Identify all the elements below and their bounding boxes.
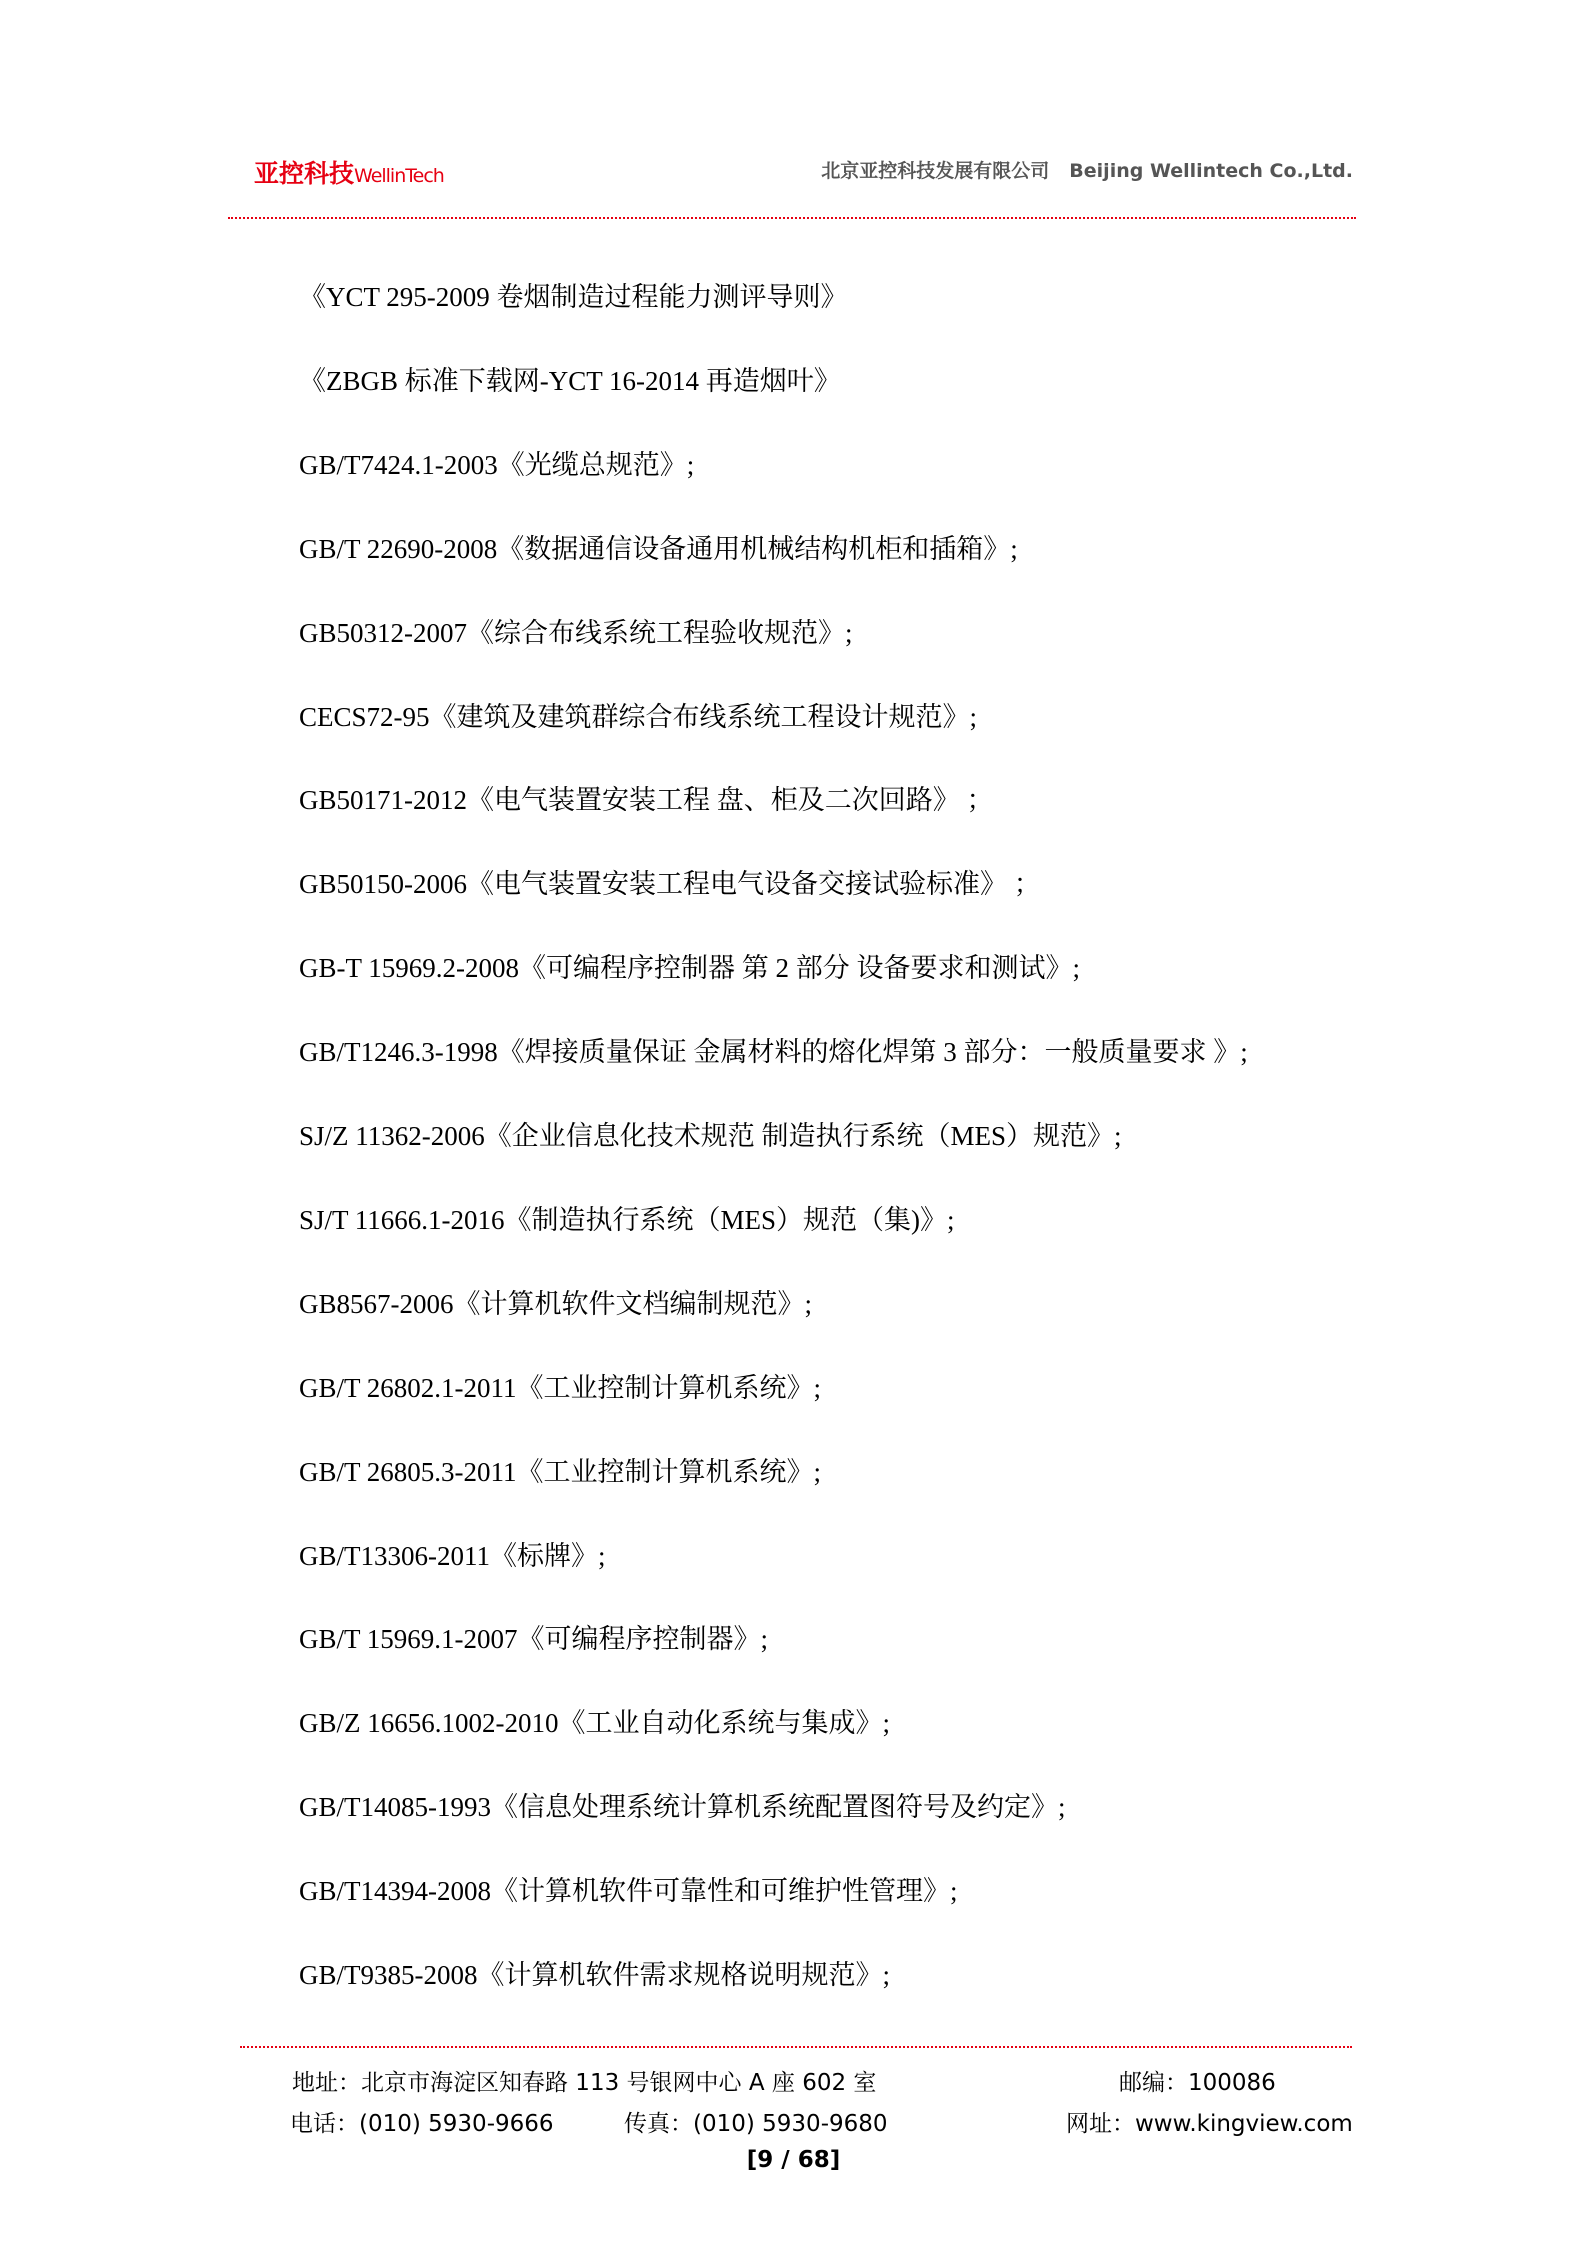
logo-cn: 亚控科技	[254, 159, 355, 188]
standard-item: 《ZBGB 标准下载网-YCT 16-2014 再造烟叶》	[299, 365, 841, 396]
standard-item: GB/T13306-2011《标牌》;	[299, 1540, 606, 1571]
standard-item: GB/T 22690-2008《数据通信设备通用机械结构机柜和插箱》;	[299, 533, 1018, 564]
standard-item: 《YCT 295-2009 卷烟制造过程能力测评导则》	[299, 282, 848, 312]
standard-item: GB/T 15969.1-2007《可编程序控制器》;	[299, 1624, 769, 1655]
standard-item: GB/T9385-2008《计算机软件需求规格说明规范》;	[299, 1960, 890, 1990]
standard-item: SJ/Z 11362-2006《企业信息化技术规范 制造执行系统（MES）规范》;	[299, 1121, 1122, 1151]
standard-item: GB8567-2006《计算机软件文档编制规范》;	[299, 1288, 812, 1319]
logo-en: WellinTech	[354, 165, 444, 187]
footer-fax: 传真：(010) 5930-9680	[624, 2111, 888, 2137]
standard-item: GB/T14394-2008《计算机软件可靠性和可维护性管理》;	[299, 1876, 958, 1907]
company-name-en: Beijing Wellintech Co.,Ltd.	[1069, 160, 1353, 182]
standard-item: CECS72-95《建筑及建筑群综合布线系统工程设计规范》;	[299, 701, 978, 732]
standard-item: GB/T 26805.3-2011《工业控制计算机系统》;	[299, 1456, 822, 1487]
standard-item: GB/Z 16656.1002-2010《工业自动化系统与集成》;	[299, 1708, 890, 1739]
standard-item: GB-T 15969.2-2008《可编程序控制器 第 2 部分 设备要求和测试》;	[299, 953, 1080, 984]
footer-postcode: 邮编：100086	[1119, 2070, 1276, 2096]
company-name-cn: 北京亚控科技发展有限公司	[821, 160, 1050, 182]
standard-item: GB50171-2012《电气装置安装工程 盘、柜及二次回路》 ；	[299, 785, 994, 816]
standard-item: SJ/T 11666.1-2016《制造执行系统（MES）规范（集)》;	[299, 1204, 955, 1235]
footer-phone: 电话：(010) 5930-9666	[290, 2111, 554, 2137]
footer-address: 地址：北京市海淀区知春路 113 号银网中心 A 座 602 室	[292, 2070, 877, 2096]
standard-item: GB50312-2007《综合布线系统工程验收规范》;	[299, 617, 853, 648]
standard-item: GB50150-2006《电气装置安装工程电气设备交接试验标准》 ；	[299, 869, 1041, 900]
standard-item: GB/T14085-1993《信息处理系统计算机系统配置图符号及约定》;	[299, 1792, 1066, 1823]
standard-item: GB/T7424.1-2003《光缆总规范》;	[299, 449, 695, 480]
page-number: [9 / 68]	[746, 2147, 841, 2173]
company-logo	[254, 154, 444, 190]
header-company	[821, 156, 1353, 183]
standard-item: GB/T1246.3-1998《焊接质量保证 金属材料的熔化焊第 3 部分：一般质量要求 》;	[299, 1037, 1248, 1068]
footer-divider	[240, 2046, 1352, 2048]
footer-website: 网址：www.kingview.com	[1066, 2111, 1353, 2137]
standard-item: GB/T 26802.1-2011《工业控制计算机系统》;	[299, 1372, 822, 1403]
header-divider	[228, 217, 1356, 219]
